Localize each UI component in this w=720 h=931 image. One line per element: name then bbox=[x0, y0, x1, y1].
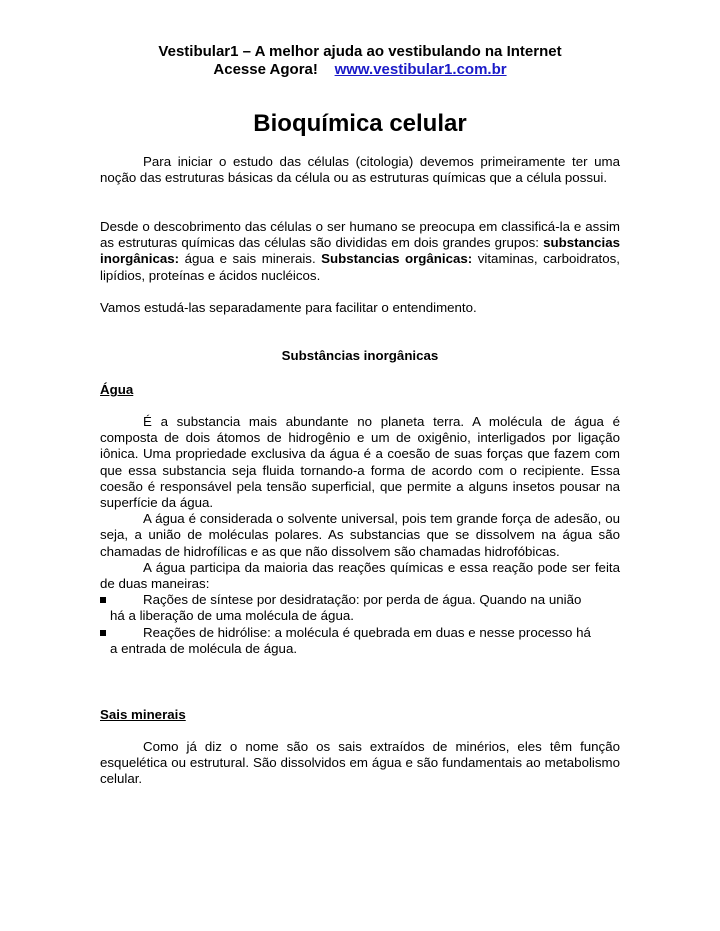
organic-label: Substancias orgânicas: bbox=[321, 251, 473, 267]
water-paragraph-1: É a substancia mais abundante no planeta terra. A molécula de água é composta de dois átomos de hidrogênio e um de oxigênio, interligados por ligação iônica. Uma propriedade exclusiva da água é a coesão de suas forças que fazem com que essa substancia seja fluida tornando-a forma de acordo com o recipiente. Essa coesão é responsável pela tensão superficial, que permite a alguns insetos pousar na superfície da água. bbox=[100, 414, 620, 511]
site-link[interactable]: www.vestibular1.com.br bbox=[334, 61, 507, 78]
square-bullet-icon bbox=[100, 597, 106, 603]
classification-lead: Desde o descobrimento das células o ser humano se preocupa em classificá-la e assim as estruturas químicas das células são divididas em dois grandes grupos: bbox=[100, 219, 620, 251]
water-section bbox=[100, 414, 620, 657]
bullet-2-line-2: a entrada de molécula de água. bbox=[110, 640, 298, 656]
bullet-1-line-2: há a liberação de uma molécula de água. bbox=[110, 608, 354, 624]
minerals-paragraph: Como já diz o nome são os sais extraídos de minérios, eles têm função esquelética ou estrutural. São dissolvidos em água e são fundamentais ao metabolismo celular. bbox=[100, 739, 620, 787]
water-paragraph-3: A água participa da maioria das reações químicas e essa reação pode ser feita de duas maneiras: bbox=[100, 559, 620, 592]
intro-text: Para iniciar o estudo das células (citologia) devemos primeiramente ter uma noção das estruturas básicas da célula ou as estruturas químicas que a célula possui. bbox=[100, 154, 620, 186]
square-bullet-icon bbox=[100, 630, 106, 636]
page-title: Bioquímica celular bbox=[253, 110, 467, 137]
water-paragraph-2: A água é considerada o solvente universal, pois tem grande força de adesão, ou seja, a união de moléculas polares. As substancias que se dissolvem na água são chamadas de hidrofílicas e as que não dissolvem são chamadas hidrofóbicas. bbox=[100, 511, 620, 559]
inorganic-label: substancias inorgânicas: bbox=[100, 235, 620, 267]
inorganic-list: água e sais minerais. bbox=[179, 251, 322, 267]
classification-text bbox=[100, 219, 620, 284]
minerals-section bbox=[100, 739, 620, 788]
water-bullet-2 bbox=[100, 625, 620, 657]
intro-paragraph bbox=[100, 154, 620, 186]
water-bullet-1 bbox=[100, 592, 620, 624]
minerals-heading: Sais minerais bbox=[100, 707, 186, 722]
organic-list: vitaminas, carboidratos, lipídios, proteínas e ácidos nucléicos. bbox=[100, 251, 620, 283]
classification-paragraph bbox=[100, 219, 620, 284]
header-line-2 bbox=[100, 61, 620, 78]
bullet-1-line-1: Rações de síntese por desidratação: por perda de água. Quando na união bbox=[143, 592, 582, 608]
water-heading: Água bbox=[100, 382, 134, 397]
section-heading-inorganic: Substâncias inorgânicas bbox=[281, 348, 439, 363]
bullet-2-line-1: Reações de hidrólise: a molécula é quebrada em duas e nesse processo há bbox=[143, 624, 591, 640]
study-note bbox=[100, 300, 620, 316]
study-note-text: Vamos estudá-las separadamente para facilitar o entendimento. bbox=[100, 300, 477, 315]
header-line-1: Vestibular1 – A melhor ajuda ao vestibulando na Internet bbox=[158, 43, 562, 60]
header-cta: Acesse Agora! bbox=[213, 61, 318, 78]
